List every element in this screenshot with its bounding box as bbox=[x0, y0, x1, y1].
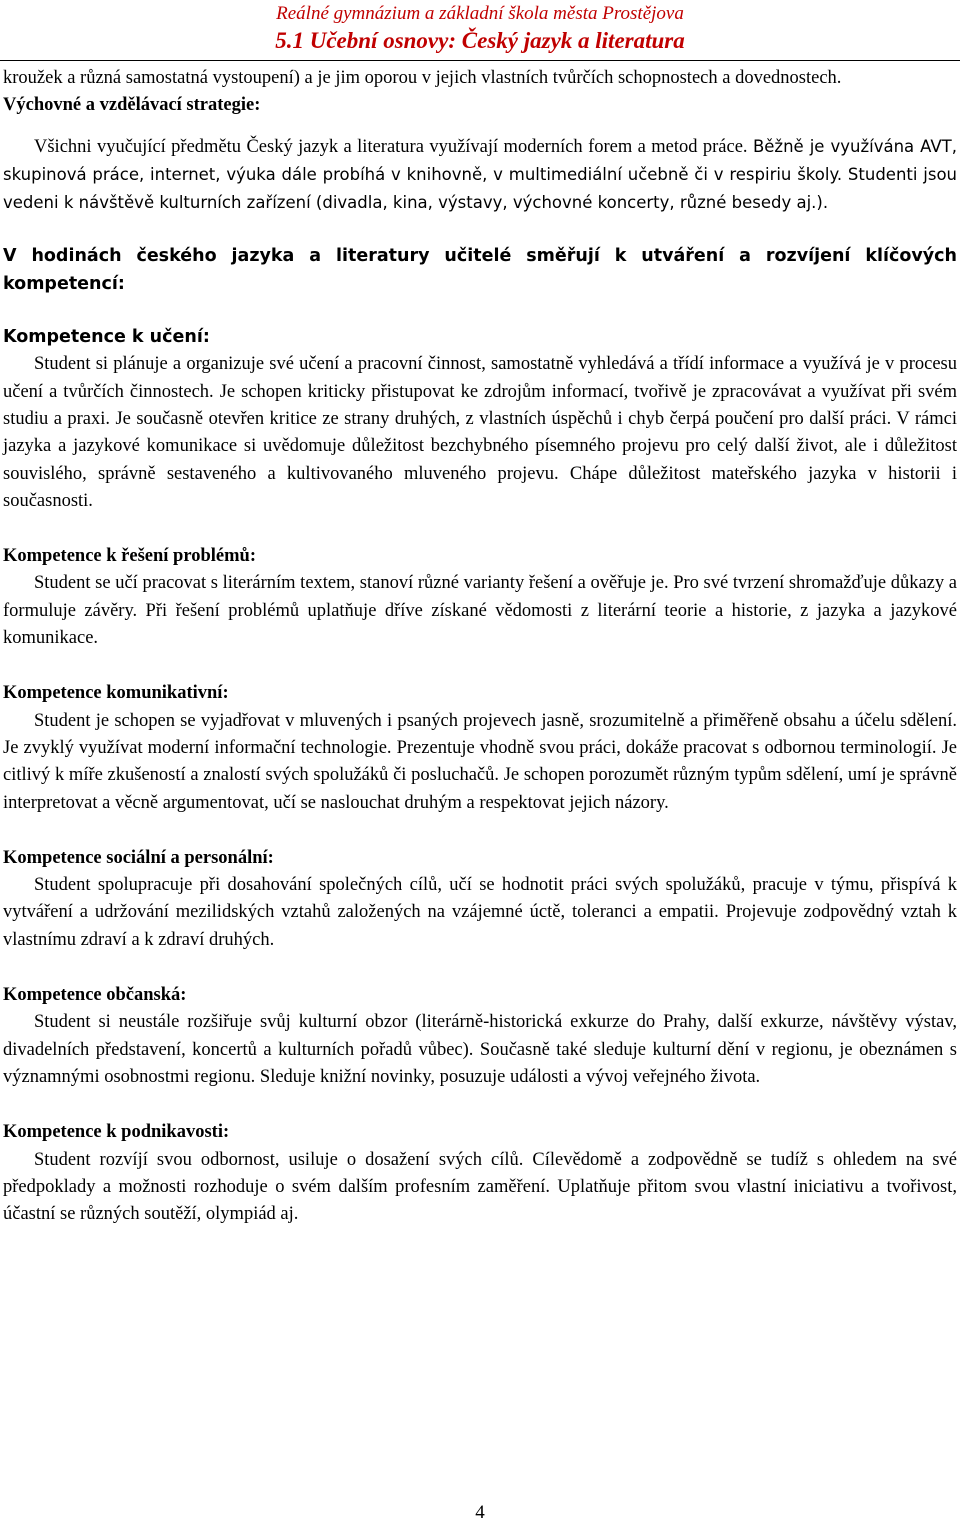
strategies-heading: Výchovné a vzdělávací strategie: bbox=[3, 95, 261, 116]
section-heading-social: Kompetence sociální a personální: bbox=[3, 847, 274, 868]
section-text-civic: Student si neustále rozšiřuje svůj kulturní obzor (literárně-historická exkurze do Prahy, další exkurze, návštěvy výstav, divadelních představení, koncertů a kulturních pořadů vůbec). Současně také sleduje kulturní dění v regionu, je obeznámen s významnými osobnostmi regionu. Sleduje knižní novinky, posuzuje události a vývoj veřejného života. bbox=[3, 1012, 957, 1087]
subject-name: Český jazyk a literatura bbox=[461, 28, 685, 53]
intro-continuation: kroužek a různá samostatná vystoupení) a je jim oporou v jejich vlastních tvůrčích schopnostech a dovednostech. bbox=[3, 68, 842, 88]
section-heading-learning: Kompetence k učení: bbox=[3, 327, 210, 348]
section-text-learning: Student si plánuje a organizuje své učení a pracovní činnost, samostatně vyhledává a třídí informace a využívá je v procesu učení a tvůrčích činnostech. Je schopen kriticky přistupovat ke zdrojům informací, tvořivě je zpracovávat a využívat při svém studiu a praxi. Je současně otevřen kritice ze strany druhých, z vlastních úspěchů i chyb čerpá poučení pro další práci. V rámci jazyka a jazykové komunikace si uvědomuje důležitost bezchybného písemného projevu pro celý další život, ale i důležitost souvislého, správně sestaveného a kultivovaného mluveného projevu. Chápe důležitost mateřského jazyka v historii i současnosti. bbox=[3, 354, 957, 511]
section-text-entrepreneurship: Student rozvíjí svou odbornost, usiluje o dosažení svých cílů. Cílevědomě a zodpovědně se tudíž s ohledem na své předpoklady a možnosti rozhoduje o svém dalším profesním zaměření. Uplatňuje přitom svou vlastní iniciativu a tvořivost, účastní se různých soutěží, olympiád aj. bbox=[3, 1149, 957, 1225]
header-divider bbox=[0, 60, 960, 61]
school-name: Reálné gymnázium a základní škola města Prostějova bbox=[276, 3, 684, 24]
section-text-problem-solving: Student se učí pracovat s literárním textem, stanoví různé varianty řešení a ověřuje je. Pro své tvrzení shromažďuje důkazy a formuluje závěry. Při řešení problémů uplatňuje dříve získané vědomosti z literární teorie a historie, z jazyka a jazykové komunikace. bbox=[3, 573, 957, 649]
document-body bbox=[0, 65, 960, 1228]
section-number-label: 5.1 Učební osnovy: bbox=[275, 28, 462, 53]
section-heading-civic: Kompetence občanská: bbox=[3, 985, 187, 1006]
strategies-paragraph bbox=[3, 133, 957, 218]
section-text-social: Student spolupracuje při dosahování společných cílů, učí se hodnotit práci svých spolužáků, pracuje v týmu, přispívá k vytváření a udržování mezilidských vztahů založených na vzájemné úctě, toleranci a empatii. Projevuje zodpovědný vztah k vlastnímu zdraví a k zdraví druhých. bbox=[3, 875, 957, 950]
section-heading-communication: Kompetence komunikativní: bbox=[3, 683, 229, 704]
strategies-sentence-1: Všichni vyučující předmětu Český jazyk a literatura využívají moderních forem a metod práce. bbox=[34, 136, 753, 157]
page-header bbox=[0, 0, 960, 61]
document-title bbox=[0, 26, 960, 56]
competences-lead: V hodinách českého jazyka a literatury učitelé směřují k utváření a rozvíjení klíčových kompetencí: bbox=[3, 246, 957, 294]
section-text-communication: Student je schopen se vyjadřovat v mluvených i psaných projevech jasně, srozumitelně a přiměřeně obsahu a účelu sdělení. Je zvyklý využívat moderní informační technologie. Prezentuje vhodně svou práci, dokáže pracovat s odbornou terminologií. Je citlivý k míře zkušeností a znalostí svých spolužáků či posluchačů. Je schopen porozumět různým typům sdělení, umí je správně interpretovat a věcně argumentovat, učí se naslouchat druhým a respektovat jejich názory. bbox=[3, 710, 957, 813]
strategies-sentence-2: Běžně je využívána AVT, skupinová práce, internet, výuka dále probíhá v knihovně, v multimediální učebně či v respiriu školy. bbox=[3, 136, 957, 184]
page-number: 4 bbox=[475, 1502, 485, 1523]
section-heading-problem-solving: Kompetence k řešení problémů: bbox=[3, 546, 256, 567]
strategies-sentence-3: Studenti jsou vedeni k návštěvě kulturních zařízení (divadla, kina, výstavy, výchovné koncerty, různé besedy aj.). bbox=[3, 164, 957, 213]
section-heading-entrepreneurship: Kompetence k podnikavosti: bbox=[3, 1122, 230, 1143]
